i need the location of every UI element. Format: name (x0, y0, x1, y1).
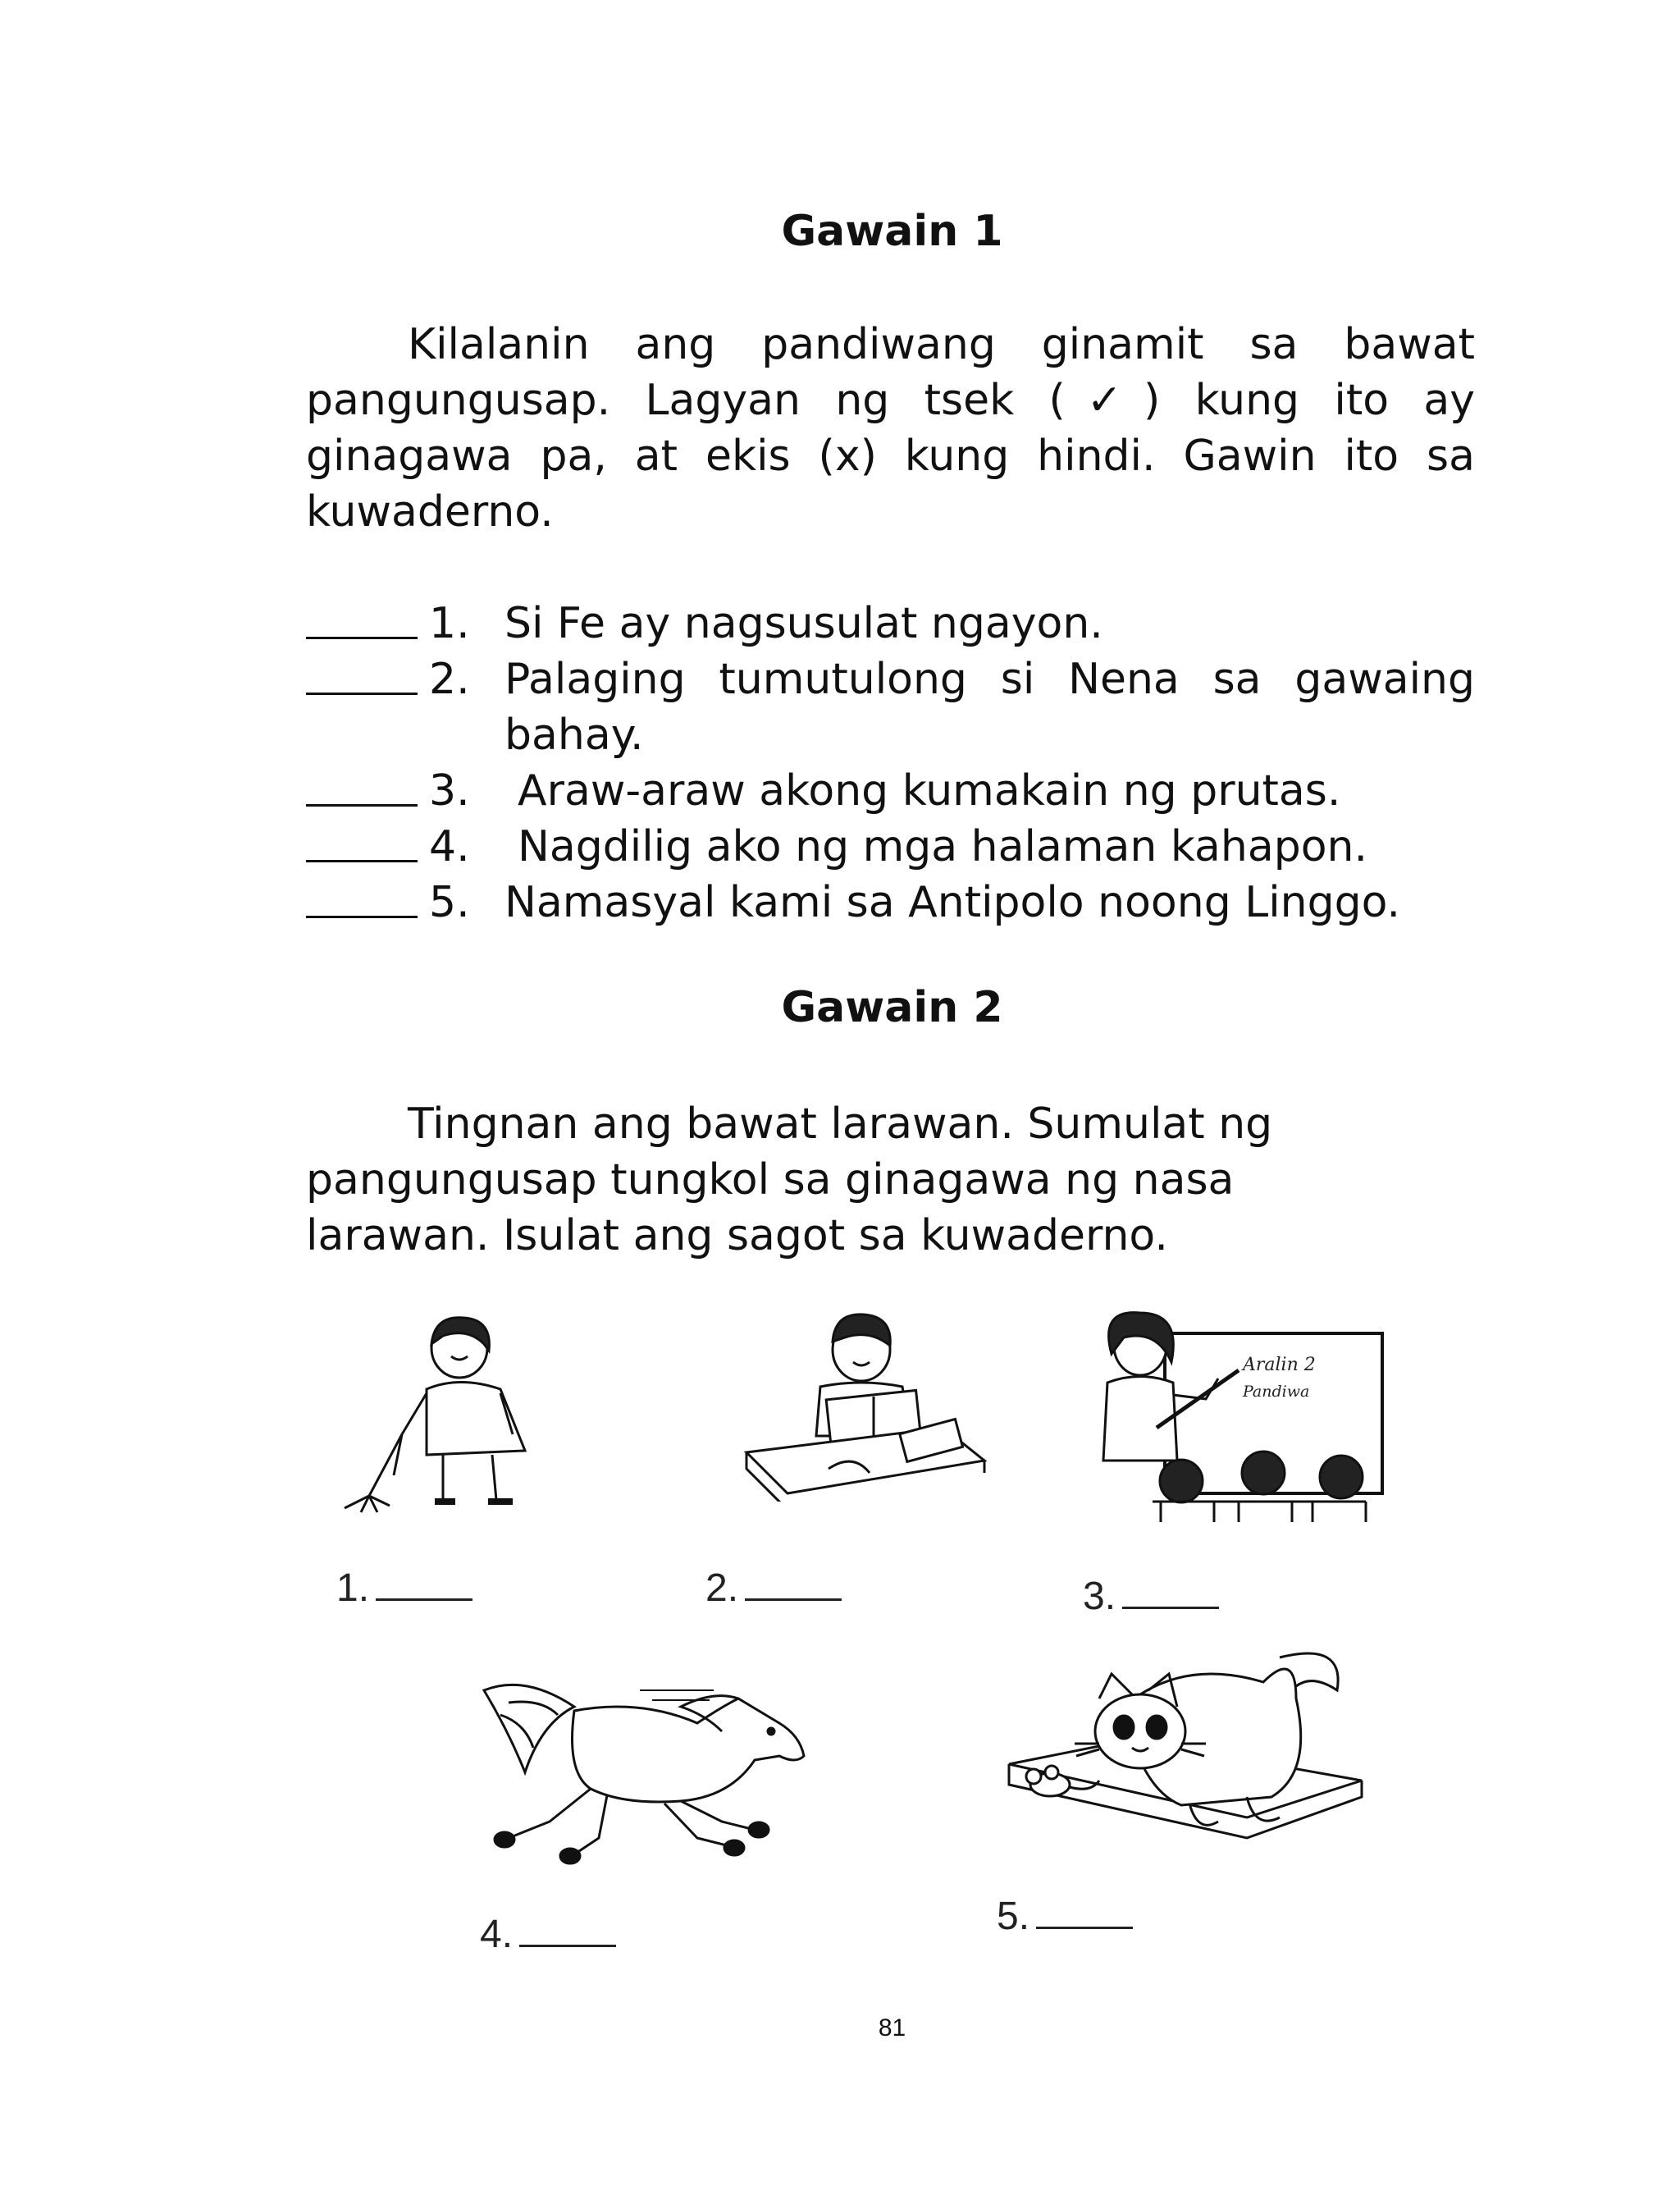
board-text-line2: Pandiwa (1243, 1383, 1310, 1401)
picture-number: 2. (705, 1566, 739, 1610)
picture-boy-reading (738, 1305, 1001, 1502)
picture-number: 4. (480, 1913, 514, 1956)
picture-number: 5. (997, 1895, 1030, 1938)
board-text-line1: Aralin 2 (1243, 1355, 1316, 1375)
item-text: Nagdilig ako ng mga halaman kahapon. (518, 822, 1368, 871)
instruction-line: pangungusap. Lagyan ng tsek (✓) kung ito ay (306, 376, 1475, 425)
picture-girl-sweeping (336, 1311, 632, 1516)
picture-label-5 (997, 1894, 1133, 1939)
picture-label-4 (480, 1912, 616, 1957)
list-item (306, 763, 1475, 819)
item-number: 4. (429, 822, 470, 871)
exercise-list (306, 596, 1475, 930)
picture-label-3 (1083, 1574, 1219, 1619)
instruction-line: pangungusap tungkol sa ginagawa ng nasa (306, 1155, 1235, 1205)
list-item (306, 652, 1475, 707)
item-number: 1. (429, 599, 470, 648)
gawain1-instructions (306, 317, 1475, 540)
answer-blank[interactable] (376, 1569, 472, 1601)
instruction-line: kuwaderno. (306, 487, 554, 537)
answer-blank[interactable] (306, 596, 418, 639)
picture-teacher-teaching (1075, 1305, 1386, 1522)
instruction-line: ginagawa pa, at ekis (x) kung hindi. Gawin ito sa (306, 432, 1475, 481)
picture-number: 3. (1083, 1575, 1116, 1618)
list-item (306, 819, 1475, 875)
item-text: Palaging tumutulong si Nena sa gawaing (504, 655, 1475, 704)
picture-number: 1. (336, 1566, 370, 1610)
picture-horse-running (476, 1666, 820, 1871)
gawain2-title: Gawain 2 (781, 983, 1003, 1032)
answer-blank[interactable] (1036, 1897, 1133, 1929)
instruction-line: larawan. Isulat ang sagot sa kuwaderno. (306, 1211, 1168, 1260)
list-item (306, 596, 1475, 652)
answer-blank[interactable] (306, 652, 418, 695)
item-number: 5. (429, 878, 470, 927)
page-number: 81 (878, 2014, 906, 2041)
instruction-line: Tingnan ang bawat larawan. Sumulat ng (408, 1100, 1273, 1149)
picture-cat-mouse (1001, 1641, 1370, 1850)
answer-blank[interactable] (306, 819, 418, 862)
picture-label-1 (336, 1566, 472, 1611)
item-text: Araw-araw akong kumakain ng prutas. (518, 766, 1341, 816)
answer-blank[interactable] (306, 763, 418, 807)
list-item (306, 875, 1475, 930)
answer-blank[interactable] (745, 1569, 842, 1601)
instruction-line: Kilalanin ang pandiwang ginamit sa bawat (408, 320, 1475, 369)
answer-blank[interactable] (519, 1915, 616, 1947)
picture-label-2 (705, 1566, 842, 1611)
item-text: Namasyal kami sa Antipolo noong Linggo. (504, 878, 1401, 927)
gawain1-title: Gawain 1 (781, 207, 1003, 256)
item-text: bahay. (504, 711, 644, 760)
item-number: 2. (429, 655, 470, 704)
item-text: Si Fe ay nagsusulat ngayon. (504, 599, 1103, 648)
item-number: 3. (429, 766, 470, 816)
answer-blank[interactable] (306, 875, 418, 918)
gawain2-instructions (306, 1096, 1475, 1264)
answer-blank[interactable] (1122, 1577, 1219, 1609)
list-item-continuation (306, 707, 1475, 763)
